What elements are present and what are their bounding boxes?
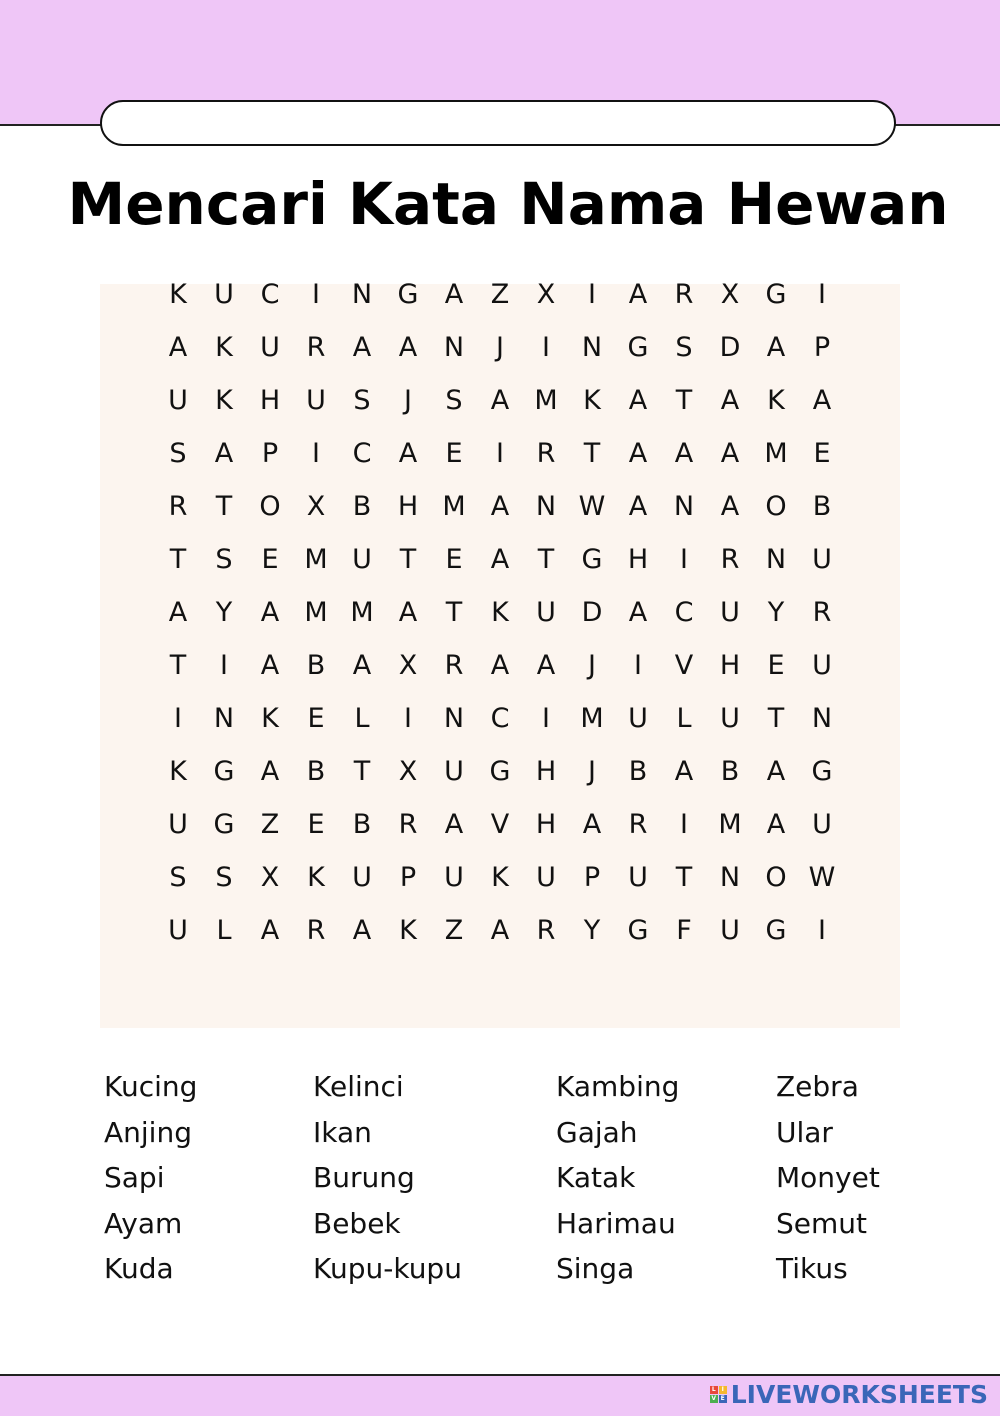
grid-letter[interactable]: X <box>398 650 418 681</box>
grid-letter[interactable]: A <box>582 809 602 840</box>
grid-letter[interactable]: R <box>674 279 694 310</box>
grid-letter[interactable]: N <box>581 332 603 363</box>
grid-letter[interactable]: O <box>765 862 787 893</box>
grid-letter[interactable]: T <box>445 597 463 628</box>
grid-letter[interactable]: U <box>812 809 832 840</box>
grid-letter[interactable]: N <box>811 703 833 734</box>
grid-row <box>0 427 1000 480</box>
grid-letter[interactable]: P <box>261 438 279 469</box>
grid-letter[interactable]: A <box>260 756 280 787</box>
name-field[interactable] <box>100 100 896 146</box>
grid-letter[interactable]: A <box>490 491 510 522</box>
grid-letter[interactable]: U <box>536 597 556 628</box>
grid-letter[interactable]: I <box>588 279 596 310</box>
word-list-item: Ayam <box>104 1206 183 1240</box>
grid-letter[interactable]: A <box>352 650 372 681</box>
grid-letter[interactable]: B <box>352 491 372 522</box>
word-list-item: Gajah <box>556 1115 638 1149</box>
grid-letter[interactable]: D <box>719 332 741 363</box>
grid-row <box>0 480 1000 533</box>
grid-row <box>0 904 1000 957</box>
grid-letter[interactable]: H <box>259 385 281 416</box>
grid-letter[interactable]: S <box>353 385 371 416</box>
grid-letter[interactable]: T <box>215 491 233 522</box>
grid-letter[interactable]: U <box>628 703 648 734</box>
grid-letter[interactable]: T <box>537 544 555 575</box>
grid-letter[interactable]: E <box>307 703 325 734</box>
grid-letter[interactable]: U <box>720 597 740 628</box>
grid-letter[interactable]: R <box>628 809 648 840</box>
grid-letter[interactable]: H <box>535 809 557 840</box>
grid-letter[interactable]: T <box>399 544 417 575</box>
grid-letter[interactable]: O <box>765 491 787 522</box>
grid-letter[interactable]: L <box>354 703 370 734</box>
grid-letter[interactable]: I <box>542 703 550 734</box>
word-list-item: Ikan <box>313 1115 372 1149</box>
grid-letter[interactable]: X <box>306 491 326 522</box>
grid-letter[interactable]: M <box>304 597 328 628</box>
grid-letter[interactable]: V <box>674 650 694 681</box>
grid-row <box>0 321 1000 374</box>
grid-letter[interactable]: K <box>767 385 785 416</box>
grid-letter[interactable]: I <box>680 809 688 840</box>
grid-letter[interactable]: X <box>720 279 740 310</box>
word-list-item: Monyet <box>776 1161 880 1194</box>
grid-letter[interactable]: S <box>675 332 693 363</box>
grid-letter[interactable]: A <box>720 491 740 522</box>
grid-letter[interactable]: K <box>491 597 509 628</box>
grid-letter[interactable]: U <box>720 915 740 946</box>
word-list-item: Semut <box>776 1206 867 1240</box>
grid-letter[interactable]: A <box>444 279 464 310</box>
grid-letter[interactable]: J <box>588 756 596 787</box>
grid-letter[interactable]: N <box>213 703 235 734</box>
grid-letter[interactable]: I <box>174 703 182 734</box>
word-list-item: Kelinci <box>313 1070 404 1103</box>
grid-letter[interactable]: Z <box>490 279 510 310</box>
grid-letter[interactable]: B <box>352 809 372 840</box>
grid-letter[interactable]: I <box>220 650 228 681</box>
grid-letter[interactable]: O <box>259 491 281 522</box>
grid-row <box>0 586 1000 639</box>
grid-row <box>0 745 1000 798</box>
grid-letter[interactable]: R <box>444 650 464 681</box>
grid-letter[interactable]: N <box>443 703 465 734</box>
grid-letter[interactable]: U <box>306 385 326 416</box>
grid-letter[interactable]: A <box>812 385 832 416</box>
grid-letter[interactable]: H <box>397 491 419 522</box>
grid-letter[interactable]: A <box>352 915 372 946</box>
grid-letter[interactable]: X <box>398 756 418 787</box>
grid-letter[interactable]: B <box>628 756 648 787</box>
grid-letter[interactable]: T <box>767 703 785 734</box>
grid-letter[interactable]: I <box>312 279 320 310</box>
grid-letter[interactable]: M <box>442 491 466 522</box>
grid-letter[interactable]: T <box>353 756 371 787</box>
logo-letter-l: L <box>710 1386 718 1394</box>
word-column-3 <box>556 1064 679 1292</box>
brand-name: LIVEWORKSHEETS <box>730 1379 988 1409</box>
word-list-item: Zebra <box>776 1070 859 1103</box>
grid-letter[interactable]: B <box>812 491 832 522</box>
grid-letter[interactable]: I <box>312 438 320 469</box>
grid-letter[interactable]: K <box>307 862 325 893</box>
grid-letter[interactable]: M <box>350 597 374 628</box>
grid-letter[interactable]: W <box>578 491 606 522</box>
grid-letter[interactable]: A <box>628 438 648 469</box>
grid-row <box>0 798 1000 851</box>
grid-letter[interactable]: A <box>398 597 418 628</box>
grid-letter[interactable]: N <box>351 279 373 310</box>
grid-letter[interactable]: A <box>720 438 740 469</box>
grid-letter[interactable]: U <box>214 279 234 310</box>
grid-letter[interactable]: B <box>306 650 326 681</box>
grid-row <box>0 374 1000 427</box>
grid-letter[interactable]: A <box>490 544 510 575</box>
grid-letter[interactable]: A <box>352 332 372 363</box>
grid-letter[interactable]: M <box>764 438 788 469</box>
word-list-item: Harimau <box>556 1206 676 1240</box>
grid-letter[interactable]: N <box>765 544 787 575</box>
word-column-1 <box>104 1064 197 1292</box>
grid-letter[interactable]: C <box>674 597 694 628</box>
grid-letter[interactable]: U <box>168 385 188 416</box>
grid-letter[interactable]: A <box>398 332 418 363</box>
grid-letter[interactable]: T <box>169 650 187 681</box>
grid-letter[interactable]: C <box>352 438 372 469</box>
grid-letter[interactable]: I <box>404 703 412 734</box>
grid-letter[interactable]: I <box>542 332 550 363</box>
grid-letter[interactable]: G <box>765 279 787 310</box>
grid-letter[interactable]: T <box>675 385 693 416</box>
grid-letter[interactable]: E <box>813 438 831 469</box>
grid-row <box>0 533 1000 586</box>
grid-letter[interactable]: A <box>628 279 648 310</box>
word-list-item: Singa <box>556 1252 635 1285</box>
grid-letter[interactable]: K <box>169 279 187 310</box>
grid-letter[interactable]: G <box>213 756 235 787</box>
logo-letter-e: E <box>720 1394 725 1402</box>
grid-letter[interactable]: C <box>260 279 280 310</box>
grid-letter[interactable]: U <box>812 650 832 681</box>
grid-letter[interactable]: R <box>168 491 188 522</box>
grid-letter[interactable]: U <box>260 332 280 363</box>
grid-letter[interactable]: A <box>490 650 510 681</box>
liveworksheets-icon <box>710 1386 727 1403</box>
grid-letter[interactable]: E <box>767 650 785 681</box>
grid-letter[interactable]: C <box>490 703 510 734</box>
grid-letter[interactable]: T <box>169 544 187 575</box>
grid-letter[interactable]: L <box>216 915 232 946</box>
grid-letter[interactable]: U <box>536 862 556 893</box>
grid-letter[interactable]: N <box>719 862 741 893</box>
grid-letter[interactable]: M <box>304 544 328 575</box>
grid-letter[interactable]: S <box>215 862 233 893</box>
grid-letter[interactable]: R <box>720 544 740 575</box>
grid-letter[interactable]: J <box>496 332 504 363</box>
grid-letter[interactable]: A <box>674 438 694 469</box>
grid-letter[interactable]: J <box>404 385 412 416</box>
grid-letter[interactable]: Y <box>583 915 601 946</box>
grid-letter[interactable]: U <box>812 544 832 575</box>
page-title: Mencari Kata Nama Hewan <box>67 170 949 238</box>
grid-letter[interactable]: I <box>680 544 688 575</box>
grid-letter[interactable]: Z <box>444 915 464 946</box>
grid-letter[interactable]: A <box>490 915 510 946</box>
grid-letter[interactable]: A <box>628 491 648 522</box>
grid-letter[interactable]: X <box>260 862 280 893</box>
grid-letter[interactable]: E <box>445 438 463 469</box>
grid-letter[interactable]: A <box>490 385 510 416</box>
grid-row <box>0 851 1000 904</box>
grid-letter[interactable]: Z <box>260 809 280 840</box>
grid-letter[interactable]: R <box>536 915 556 946</box>
grid-letter[interactable]: G <box>627 915 649 946</box>
word-column-4 <box>776 1064 880 1292</box>
grid-letter[interactable]: I <box>634 650 642 681</box>
grid-letter[interactable]: U <box>444 862 464 893</box>
grid-letter[interactable]: X <box>536 279 556 310</box>
grid-row <box>0 268 1000 321</box>
grid-letter[interactable]: I <box>818 279 826 310</box>
grid-letter[interactable]: B <box>306 756 326 787</box>
grid-letter[interactable]: R <box>536 438 556 469</box>
word-list-item: Ular <box>776 1115 833 1149</box>
grid-letter[interactable]: A <box>260 650 280 681</box>
logo-letter-i: I <box>719 1386 727 1394</box>
grid-letter[interactable]: S <box>215 544 233 575</box>
grid-letter[interactable]: D <box>581 597 603 628</box>
grid-letter[interactable]: K <box>169 756 187 787</box>
grid-letter[interactable]: U <box>352 862 372 893</box>
grid-letter[interactable]: A <box>674 756 694 787</box>
grid-letter[interactable]: G <box>811 756 833 787</box>
grid-letter[interactable]: U <box>720 703 740 734</box>
grid-letter[interactable]: G <box>581 544 603 575</box>
grid-letter[interactable]: H <box>535 756 557 787</box>
grid-letter[interactable]: K <box>261 703 279 734</box>
grid-letter[interactable]: A <box>766 809 786 840</box>
grid-letter[interactable]: A <box>214 438 234 469</box>
grid-letter[interactable]: Y <box>767 597 785 628</box>
grid-row <box>0 639 1000 692</box>
word-list-item: Kupu-kupu <box>313 1252 462 1285</box>
grid-letter[interactable]: R <box>812 597 832 628</box>
grid-letter[interactable]: A <box>766 756 786 787</box>
grid-letter[interactable]: R <box>306 332 326 363</box>
word-list-item: Sapi <box>104 1161 165 1194</box>
grid-letter[interactable]: G <box>213 809 235 840</box>
grid-letter[interactable]: E <box>307 809 325 840</box>
grid-letter[interactable]: A <box>628 385 648 416</box>
grid-letter[interactable]: H <box>719 650 741 681</box>
word-list-item: Katak <box>556 1161 636 1194</box>
word-list-item: Kucing <box>104 1070 198 1103</box>
word-list-item: Anjing <box>104 1115 192 1149</box>
grid-letter[interactable]: S <box>169 438 187 469</box>
grid-letter[interactable]: P <box>583 862 601 893</box>
grid-letter[interactable]: U <box>444 756 464 787</box>
grid-letter[interactable]: U <box>168 809 188 840</box>
grid-letter[interactable]: A <box>766 332 786 363</box>
brand-logo[interactable] <box>710 1376 988 1412</box>
grid-letter[interactable]: I <box>818 915 826 946</box>
grid-letter[interactable]: A <box>260 597 280 628</box>
grid-letter[interactable]: N <box>443 332 465 363</box>
grid-letter[interactable]: M <box>534 385 558 416</box>
grid-letter[interactable]: U <box>352 544 372 575</box>
word-list <box>0 1064 1000 1304</box>
grid-letter[interactable]: H <box>627 544 649 575</box>
word-list-item: Burung <box>313 1161 415 1194</box>
grid-letter[interactable]: G <box>489 756 511 787</box>
grid-letter[interactable]: A <box>628 597 648 628</box>
grid-letter[interactable]: T <box>675 862 693 893</box>
grid-letter[interactable]: A <box>536 650 556 681</box>
grid-letter[interactable]: P <box>813 332 831 363</box>
grid-letter[interactable]: B <box>720 756 740 787</box>
grid-letter[interactable]: A <box>260 915 280 946</box>
grid-letter[interactable]: A <box>168 597 188 628</box>
grid-letter[interactable]: N <box>535 491 557 522</box>
grid-letter[interactable]: K <box>399 915 417 946</box>
grid-letter[interactable]: N <box>673 491 695 522</box>
grid-letter[interactable]: G <box>765 915 787 946</box>
grid-letter[interactable]: W <box>808 862 836 893</box>
grid-row <box>0 692 1000 745</box>
grid-letter[interactable]: F <box>676 915 692 946</box>
grid-letter[interactable]: A <box>444 809 464 840</box>
grid-letter[interactable]: I <box>496 438 504 469</box>
grid-letter[interactable]: E <box>445 544 463 575</box>
word-list-item: Kambing <box>556 1070 680 1103</box>
grid-letter[interactable]: P <box>399 862 417 893</box>
grid-letter[interactable]: Y <box>215 597 233 628</box>
word-column-2 <box>313 1064 462 1292</box>
grid-letter[interactable]: A <box>720 385 740 416</box>
grid-letter[interactable]: S <box>445 385 463 416</box>
grid-letter[interactable]: R <box>306 915 326 946</box>
grid-letter[interactable]: G <box>627 332 649 363</box>
logo-letter-v: V <box>711 1394 717 1402</box>
grid-letter[interactable]: G <box>397 279 419 310</box>
grid-letter[interactable]: S <box>169 862 187 893</box>
grid-letter[interactable]: T <box>583 438 601 469</box>
grid-letter[interactable]: U <box>168 915 188 946</box>
grid-letter[interactable]: U <box>628 862 648 893</box>
grid-letter[interactable]: M <box>580 703 604 734</box>
grid-letter[interactable]: K <box>215 332 233 363</box>
grid-letter[interactable]: M <box>718 809 742 840</box>
grid-letter[interactable]: A <box>398 438 418 469</box>
word-list-item: Kuda <box>104 1252 174 1285</box>
grid-letter[interactable]: J <box>588 650 596 681</box>
grid-letter[interactable]: L <box>676 703 692 734</box>
grid-letter[interactable]: V <box>490 809 510 840</box>
grid-letter[interactable]: K <box>583 385 601 416</box>
word-list-item: Bebek <box>313 1206 401 1240</box>
grid-letter[interactable]: K <box>215 385 233 416</box>
grid-letter[interactable]: R <box>398 809 418 840</box>
grid-letter[interactable]: A <box>168 332 188 363</box>
grid-letter[interactable]: K <box>491 862 509 893</box>
grid-letter[interactable]: E <box>261 544 279 575</box>
word-list-item: Tikus <box>776 1252 848 1285</box>
